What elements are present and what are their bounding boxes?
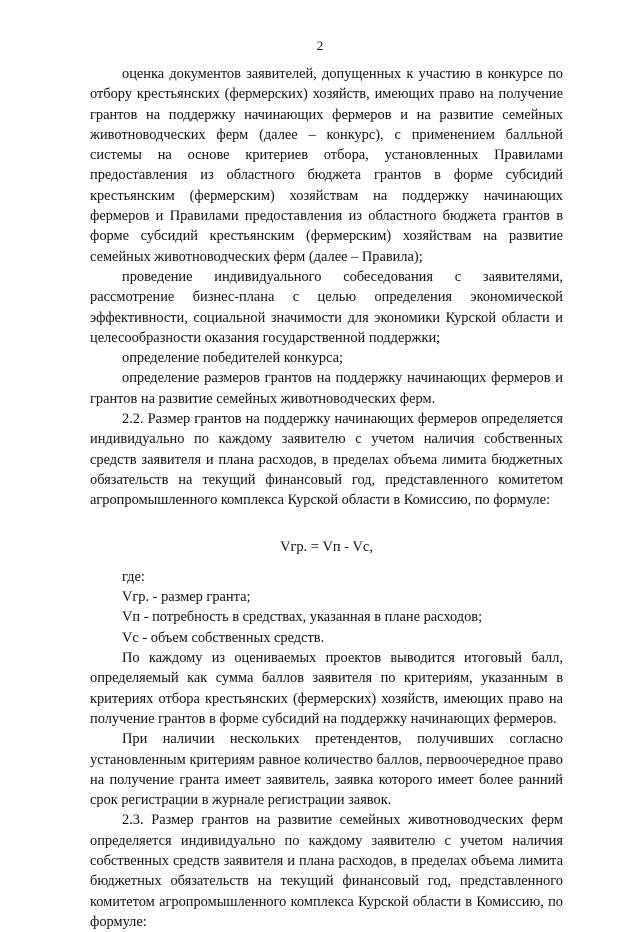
formula-where: где: [122,568,145,585]
paragraph-2-3: 2.3. Размер грантов на развитие семейных животноводческих ферм определяется индивидуально по каждому заявителю с учетом наличия собственных средств заявителя и плана расходов, в пределах объема лимита бюджетных обязательств на текущий финансовый год, представленного комитетом агропромышленного комплекса Курской области в Комиссию, по формуле: [90,812,563,930]
paragraph-grant-sizes: определение размеров грантов на поддержку начинающих фермеров и грантов на развитие семейных животноводческих ферм. [90,370,563,407]
definition-own-funds: Vс - объем собственных средств. [122,629,325,646]
paragraph-2-2: 2.2. Размер грантов на поддержку начинающих фермеров определяется индивидуально по каждому заявителю с учетом наличия собственных средств заявителя и плана расходов, в пределах объема лимита бюджетных обязательств на текущий финансовый год, представленного комитетом агропромышленного комплекса Курской области в Комиссию, по формуле: [90,411,563,509]
paragraph-winners: определение победителей конкурса; [122,350,344,367]
definition-grant: Vгр. - размер гранта; [122,589,251,606]
paragraph-equal-score: При наличии нескольких претендентов, получивших согласно установленным критериям равное количество баллов, первоочередное право на получение гранта имеет заявитель, заявка которого имеет более ранний срок регистрации в журнале регистрации заявок. [90,731,563,809]
document-body [90,64,563,932]
definition-need: Vп - потребность в средствах, указанная в плане расходов; [122,609,483,626]
page-number: 2 [316,38,324,53]
formula: Vгр. = Vп - Vс, [280,538,373,555]
paragraph-evaluation: оценка документов заявителей, допущенных к участию в конкурсе по отбору крестьянских (фермерских) хозяйств, имеющих право на получение грантов на поддержку начинающих фермеров и на развитие семейных животноводческих ферм (далее – конкурс), с применением балльной системы на основе критериев отбора, установленных Правилами предоставления из областного бюджета грантов в форме субсидий крестьянским (фермерским) хозяйствам на поддержку начинающих фермеров и Правилами предоставления из областного бюджета грантов в форме субсидий крестьянским (фермерским) хозяйствам на развитие семейных животноводческих ферм (далее – Правила); [90,66,563,265]
paragraph-total-score: По каждому из оцениваемых проектов выводится итоговый балл, определяемый как сумма баллов заявителя по критериям, указанным в критериях отбора крестьянских (фермерских) хозяйств, имеющих право на получение грантов в форме субсидий на поддержку начинающих фермеров. [90,650,563,727]
paragraph-interview: проведение индивидуального собеседования с заявителями, рассмотрение бизнес-плана с целью определения экономической эффективности, социальной значимости для экономики Курской области и целесообразности оказания государственной поддержки; [90,268,563,346]
